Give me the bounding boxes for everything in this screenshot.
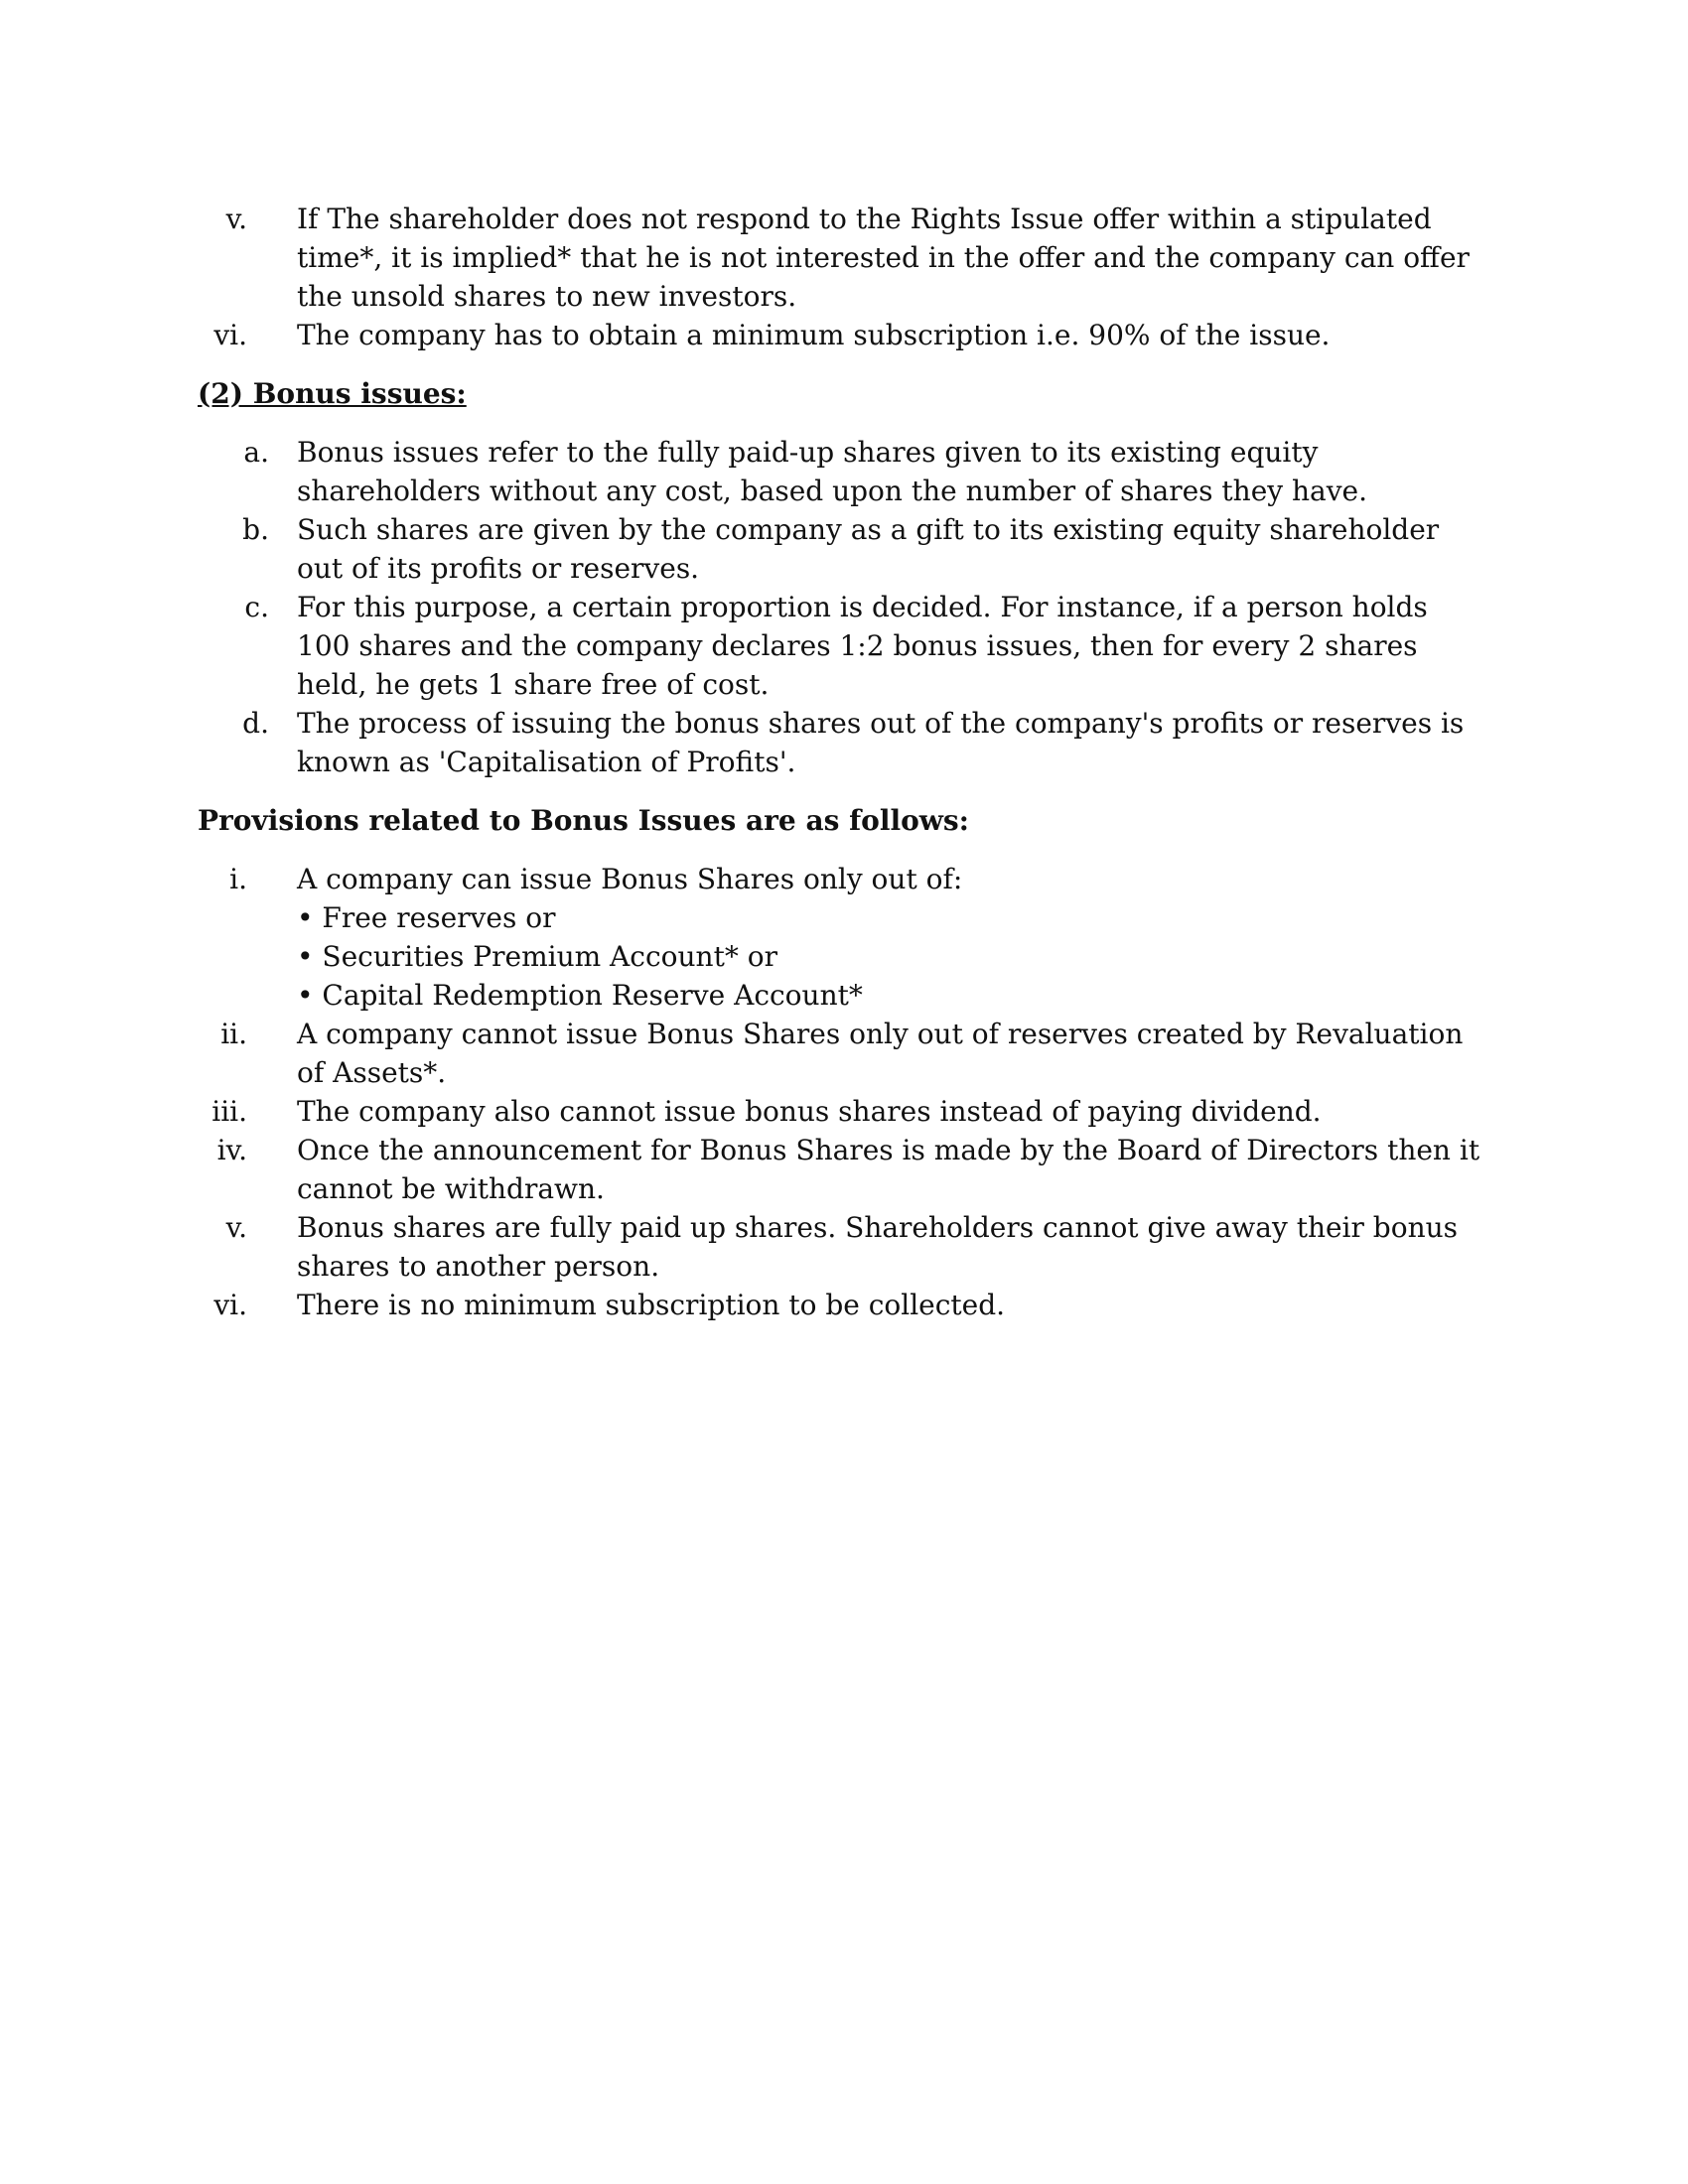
list-item-text: For this purpose, a certain proportion is decided. For instance, if a person holds 100 shares and the company declares 1:2 bonus issues, then for every 2 shares held, he gets 1 share free of cost. [297, 591, 1428, 701]
list-item [198, 1208, 1488, 1286]
list-item [198, 704, 1488, 781]
bullet-capital-redemption: • Capital Redemption Reserve Account* [297, 979, 863, 1012]
list-item [198, 200, 1488, 316]
list-item [198, 1131, 1488, 1208]
list-item [198, 433, 1488, 510]
list-marker: i. [229, 863, 247, 895]
list-marker: a. [243, 436, 269, 469]
list-item-text: Bonus shares are fully paid up shares. Shareholders cannot give away their bonus shares to another person. [297, 1211, 1458, 1283]
list-item [198, 1092, 1488, 1131]
list-item [198, 510, 1488, 588]
list-item-text: The company also cannot issue bonus shares instead of paying dividend. [297, 1095, 1322, 1128]
list-item-text: Bonus issues refer to the fully paid-up shares given to its existing equity shareholders without any cost, based upon the number of shares they have. [297, 436, 1368, 507]
list-marker: iii. [211, 1095, 247, 1128]
list-item [198, 1286, 1488, 1324]
list-item [198, 860, 1488, 1015]
list-marker: iv. [216, 1134, 247, 1166]
list-item-text: A company cannot issue Bonus Shares only out of reserves created by Revaluation of Assets*. [297, 1018, 1464, 1089]
rights-issue-list [198, 200, 1488, 354]
list-marker: b. [242, 513, 269, 546]
bullet-securities-premium: • Securities Premium Account* or [297, 940, 777, 973]
list-item-text: Such shares are given by the company as a gift to its existing equity shareholder out of its profits or reserves. [297, 513, 1440, 585]
list-item [198, 588, 1488, 704]
bonus-provisions-heading: Provisions related to Bonus Issues are as follows: [198, 804, 969, 837]
list-item [198, 1015, 1488, 1092]
bullet-free-reserves: • Free reserves or [297, 901, 556, 934]
list-marker: v. [225, 1211, 247, 1244]
bonus-issues-heading: (2) Bonus issues: [198, 377, 467, 410]
list-marker: c. [244, 591, 269, 623]
list-item-text: There is no minimum subscription to be collected. [297, 1289, 1006, 1321]
bonus-issues-list [198, 433, 1488, 781]
bonus-provisions-list [198, 860, 1488, 1324]
list-item-text: Once the announcement for Bonus Shares is made by the Board of Directors then it cannot be withdrawn. [297, 1134, 1480, 1205]
list-marker: vi. [213, 319, 247, 351]
list-item [198, 316, 1488, 354]
list-marker: d. [242, 707, 269, 740]
list-item-text: The company has to obtain a minimum subscription i.e. 90% of the issue. [297, 319, 1331, 351]
list-marker: vi. [213, 1289, 247, 1321]
list-item-text: If The shareholder does not respond to the Rights Issue offer within a stipulated time*, it is implied* that he is not interested in the offer and the company can offer the unsold shares to new investors. [297, 203, 1470, 313]
list-item-text: A company can issue Bonus Shares only out of: [297, 863, 963, 895]
list-marker: ii. [220, 1018, 247, 1050]
list-item-text: The process of issuing the bonus shares out of the company's profits or reserves is known as 'Capitalisation of Profits'. [297, 707, 1465, 778]
document-page [198, 200, 1488, 1324]
list-marker: v. [225, 203, 247, 235]
